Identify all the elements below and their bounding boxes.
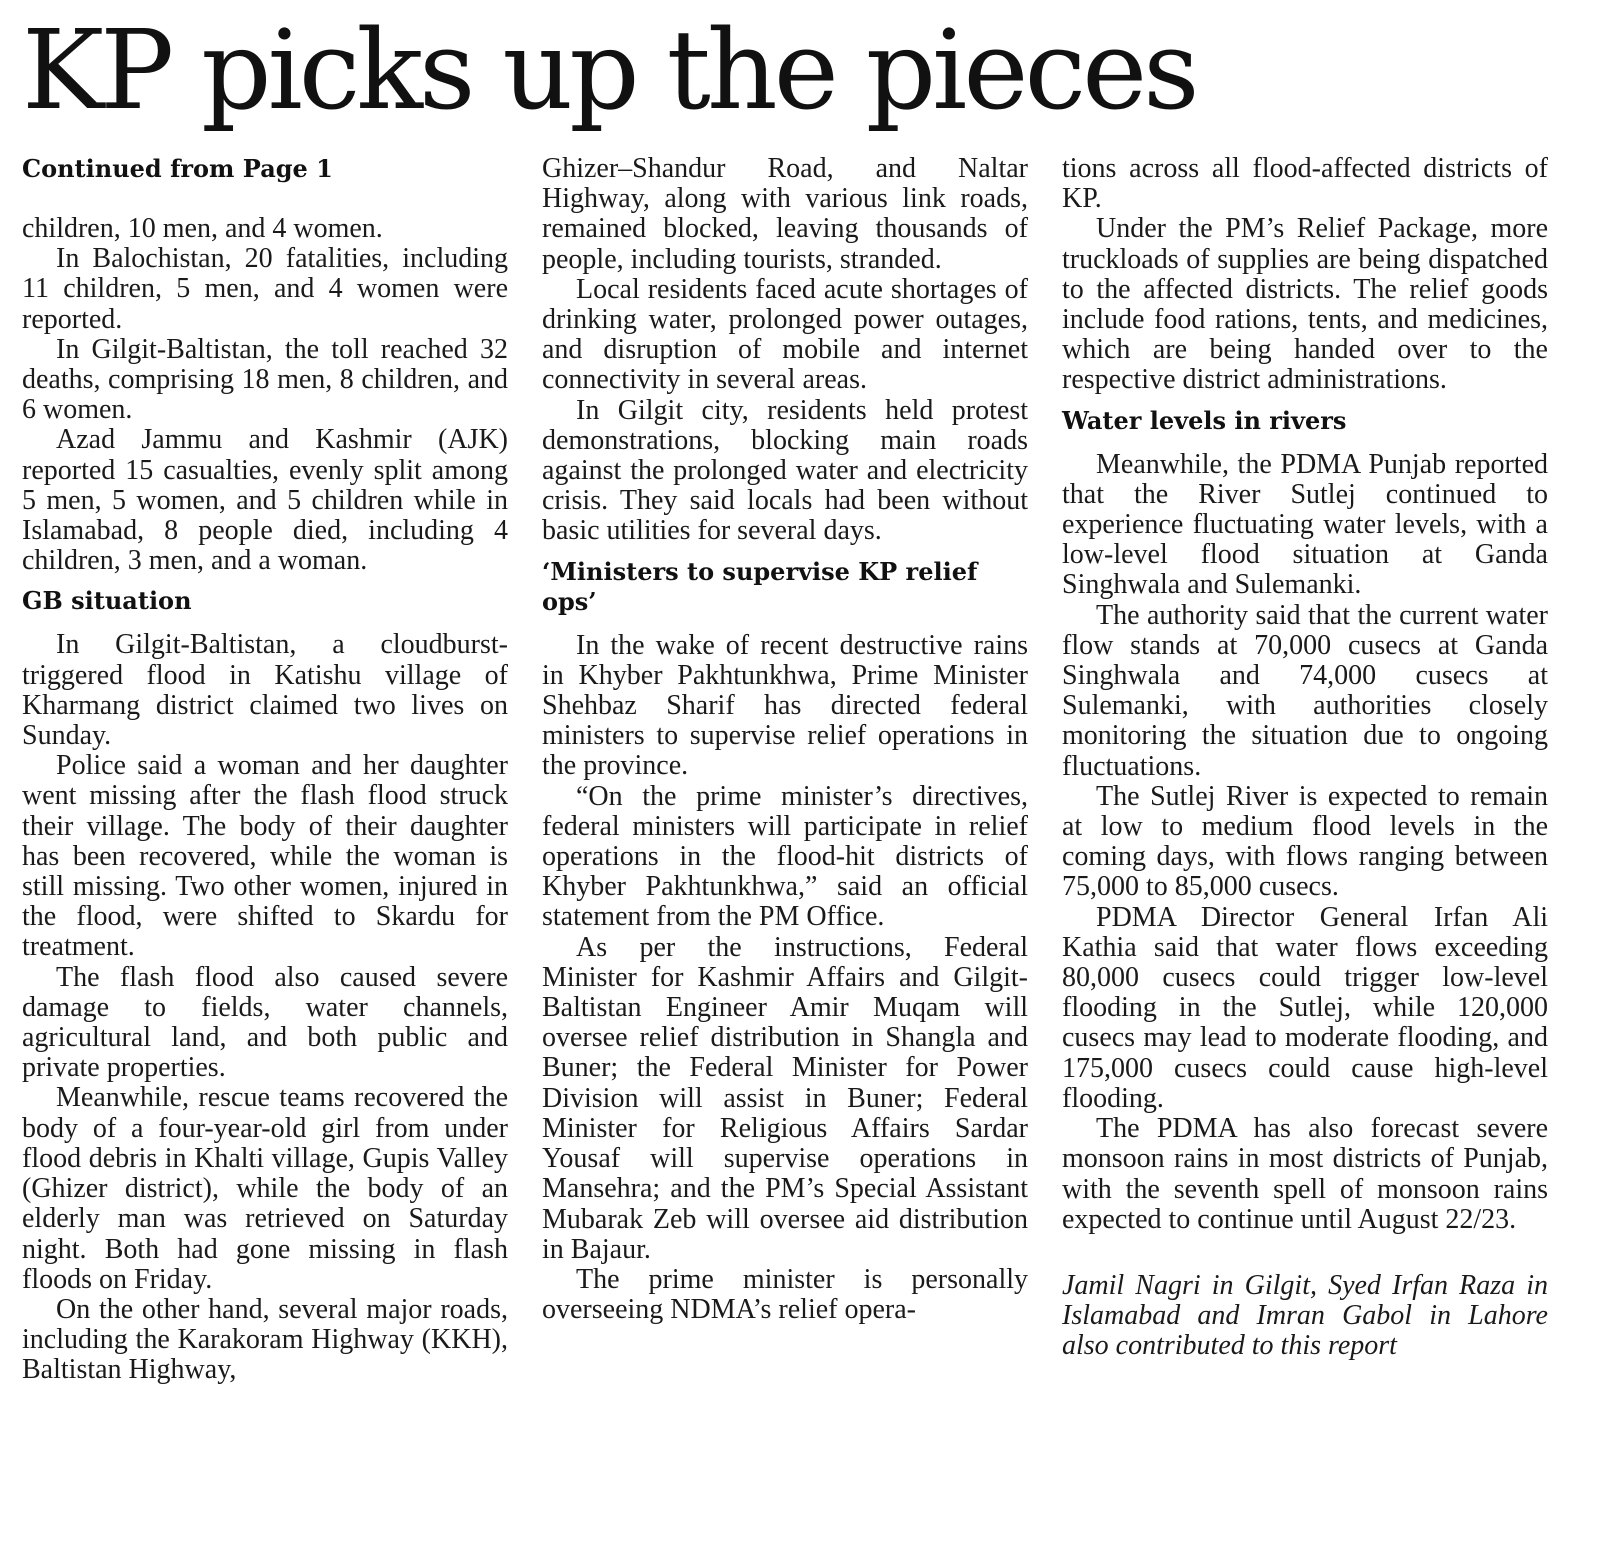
paragraph: children, 10 men, and 4 women.: [22, 213, 383, 244]
paragraph: The PDMA has also forecast severe monsoon rains in most districts of Punjab, with the seventh spell of monsoon rains expected to continue until August 22/23.: [1062, 1113, 1548, 1235]
paragraph: tions across all flood-affected districts of KP.: [1062, 153, 1548, 215]
paragraph: As per the instructions, Federal Minister for Kashmir Affairs and Gilgit-Baltistan Engineer Amir Muqam will oversee relief distribution in Shangla and Buner; the Federal Minister for Power Division will assist in Buner; Federal Minister for Religious Affairs Sardar Yousaf will supervise operations in Mansehra; and the PM’s Special Assistant Mubarak Zeb will oversee aid distribution in Bajaur.: [542, 931, 1028, 1265]
paragraph: The authority said that the current water flow stands at 70,000 cusecs at Ganda Singhwala and 74,000 cusecs at Sulemanki, with authorities closely monitoring the situation due to ongoing fluctuations.: [1062, 599, 1548, 782]
subheading-gb-situation: GB situation: [22, 586, 192, 616]
paragraph: In the wake of recent destructive rains in Khyber Pakhtunkhwa, Prime Minister Shehbaz Sharif has directed federal ministers to supervise relief operations in the province.: [542, 629, 1028, 782]
paragraph: In Gilgit-Baltistan, a cloudburst-triggered flood in Katishu village of Kharmang district claimed two lives on Sunday.: [22, 629, 508, 752]
paragraph: Local residents faced acute shortages of drinking water, prolonged power outages, and disruption of mobile and internet connectivity in several areas.: [542, 273, 1028, 396]
paragraph: Under the PM’s Relief Package, more truckloads of supplies are being dispatched to the affected districts. The relief goods include food rations, tents, and medicines, which are being handed over to the respective district administrations.: [1062, 213, 1548, 396]
paragraph: Meanwhile, rescue teams recovered the body of a four-year-old girl from under flood debris in Khalti village, Gupis Valley (Ghizer district), while the body of an elderly man was retrieved on Saturday night. Both had gone missing in flash floods on Friday.: [22, 1082, 508, 1295]
paragraph: The Sutlej River is expected to remain at low to medium flood levels in the coming days, with flows ranging between 75,000 to 85,000 cusecs.: [1062, 780, 1548, 903]
headline: KP picks up the pieces: [22, 6, 1196, 134]
paragraph: On the other hand, several major roads, including the Karakoram Highway (KKH), Baltistan Highway,: [22, 1293, 508, 1386]
article-column-2: [542, 154, 1028, 1325]
continued-label: Continued from Page 1: [22, 154, 333, 183]
article-column-3: [1062, 154, 1548, 1362]
paragraph: Meanwhile, the PDMA Punjab reported that the River Sutlej continued to experience fluctuating water levels, with a low-level flood situation at Ganda Singhwala and Sulemanki.: [1062, 448, 1548, 601]
paragraph: In Balochistan, 20 fatalities, including 11 children, 5 men, and 4 women were reported.: [22, 243, 508, 335]
paragraph: PDMA Director General Irfan Ali Kathia said that water flows exceeding 80,000 cusecs could trigger low-level flooding in the Sutlej, while 120,000 cusecs may lead to moderate flooding, and 175,000 cusecs could cause high-level flooding.: [1062, 901, 1548, 1114]
paragraph: “On the prime minister’s directives, federal ministers will participate in relief operations in the flood-hit districts of Khyber Pakhtunkhwa,” said an official statement from the PM Office.: [542, 780, 1028, 933]
paragraph: The flash flood also caused severe damage to fields, water channels, agricultural land, and both public and private properties.: [22, 961, 508, 1084]
paragraph: The prime minister is personally overseeing NDMA’s relief opera-: [542, 1263, 1028, 1326]
paragraph: Ghizer–Shandur Road, and Naltar Highway, along with various link roads, remained blocked, leaving thousands of people, including tourists, stranded.: [542, 153, 1028, 275]
paragraph: Police said a woman and her daughter went missing after the flash flood struck their village. The body of their daughter has been recovered, while the woman is still missing. Two other women, injured in the flood, were shifted to Skardu for treatment.: [22, 750, 508, 963]
paragraph: In Gilgit-Baltistan, the toll reached 32 deaths, comprising 18 men, 8 children, and 6 women.: [22, 333, 508, 426]
paragraph: Azad Jammu and Kashmir (AJK) reported 15 casualties, evenly split among 5 men, 5 women, and 5 children while in Islamabad, 8 people died, including 4 children, 3 men, and a woman.: [22, 424, 508, 577]
paragraph: In Gilgit city, residents held protest demonstrations, blocking main roads against the prolonged water and electricity crisis. They said locals had been without basic utilities for several days.: [542, 394, 1028, 547]
article-column-1: [22, 154, 508, 1386]
byline: Jamil Nagri in Gilgit, Syed Irfan Raza in Islamabad and Imran Gabol in Lahore also contributed to this report: [1062, 1269, 1548, 1362]
subheading-ministers: ‘Ministers to supervise KP relief ops’: [542, 556, 978, 616]
subheading-water-levels: Water levels in rivers: [1062, 405, 1347, 435]
